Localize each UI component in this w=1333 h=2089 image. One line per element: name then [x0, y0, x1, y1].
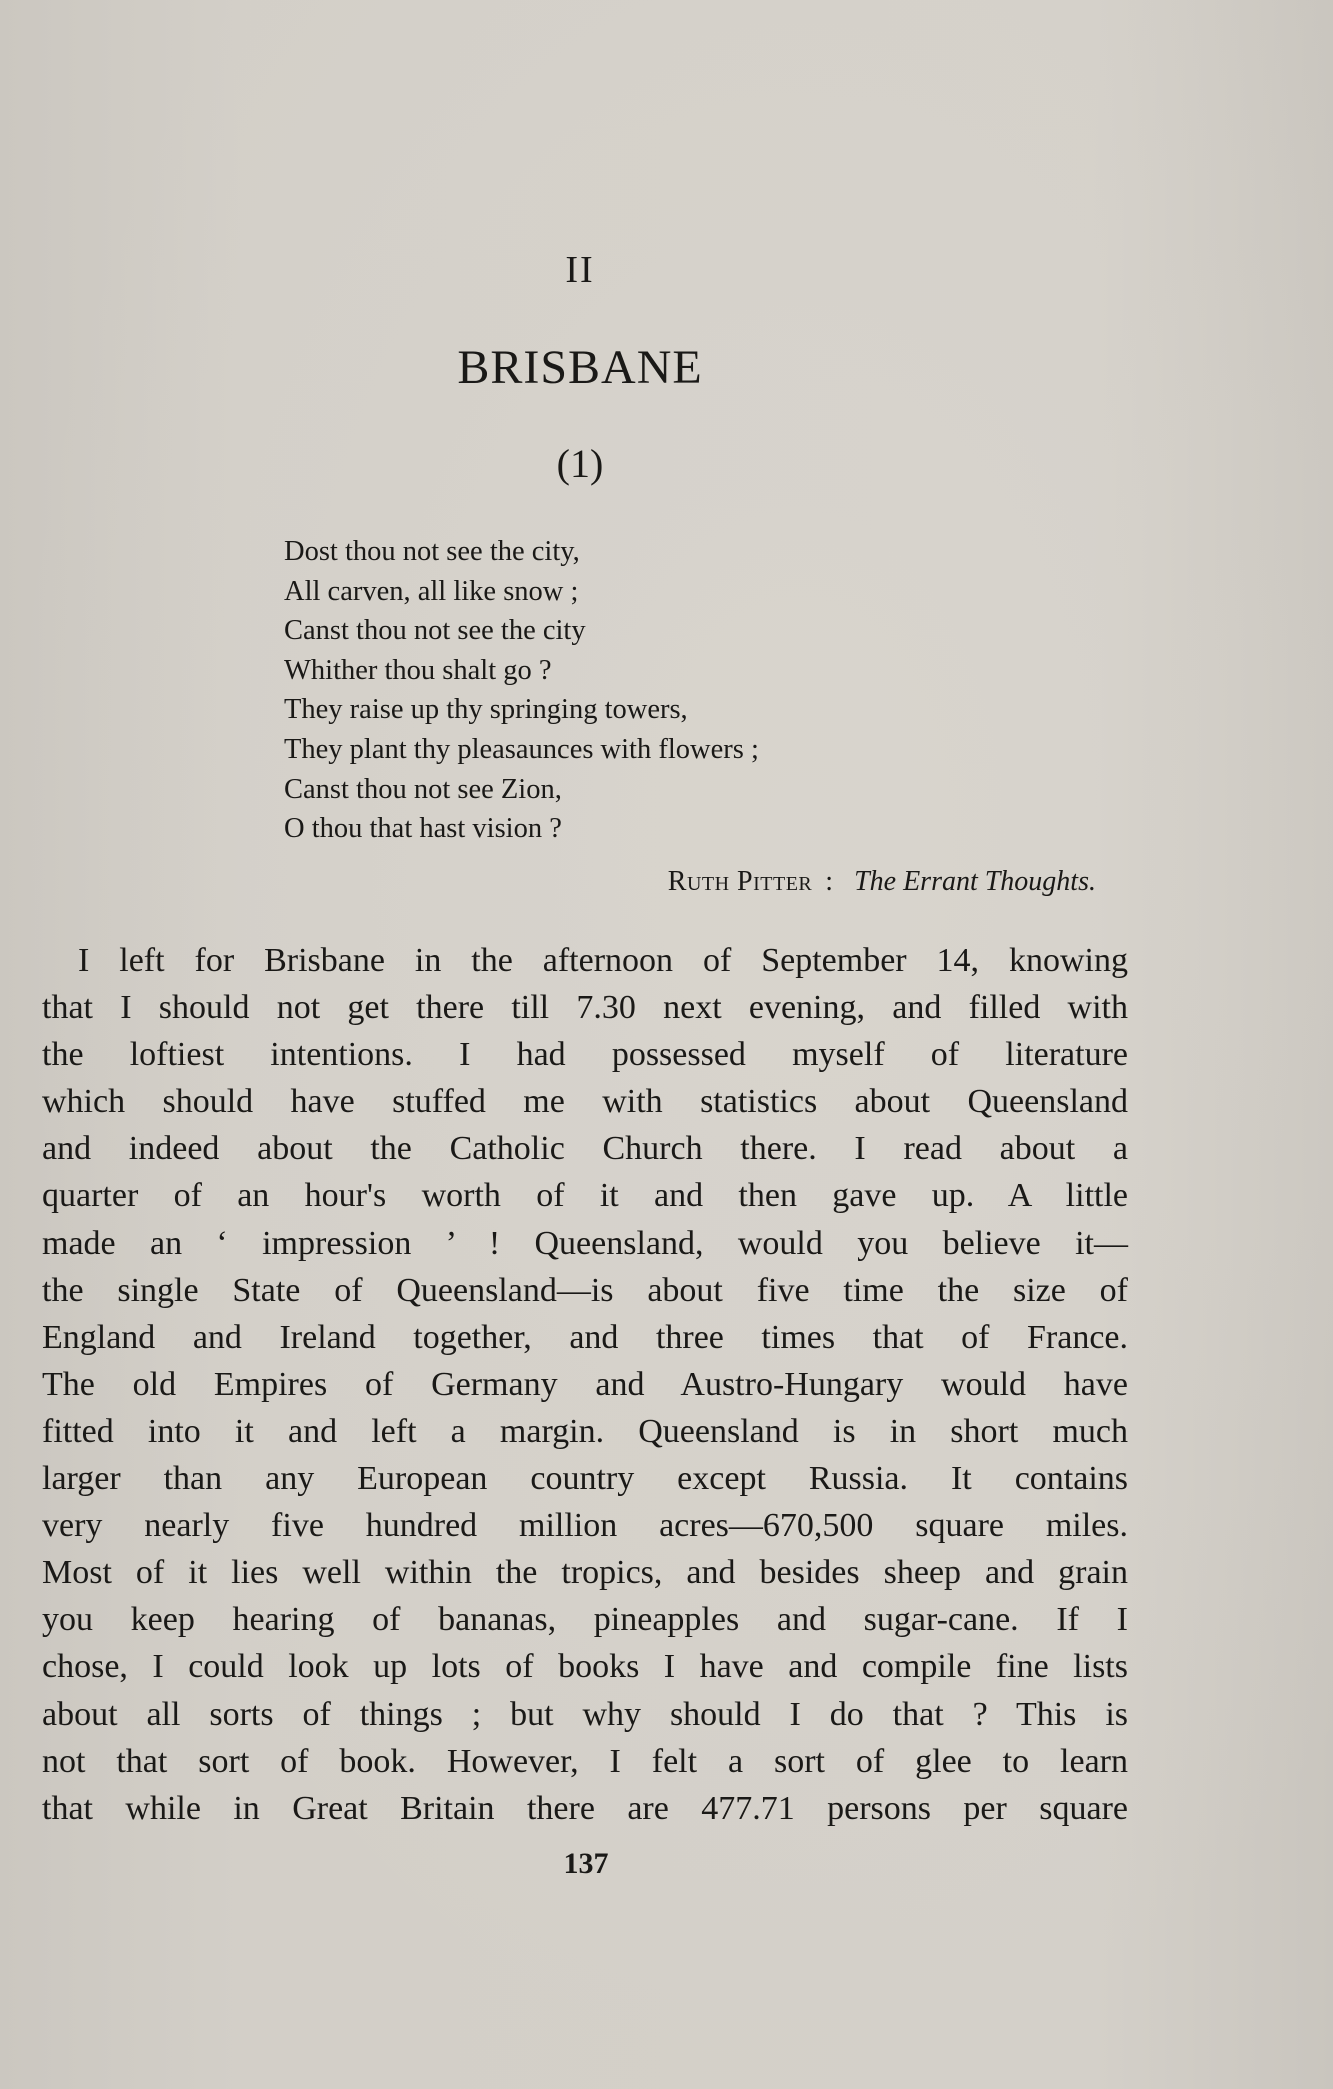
- body-line: about all sorts of things ; but why should I do that ? This is: [42, 1695, 1128, 1733]
- chapter-number: II: [565, 249, 595, 291]
- poem-line: O thou that hast vision ?: [284, 813, 562, 845]
- poem-line: They plant thy pleasaunces with flowers ;: [284, 733, 759, 765]
- epigraph-poem: [284, 532, 759, 849]
- body-line: made an ‘ impression ’ ! Queensland, would you believe it—: [42, 1224, 1128, 1262]
- body-paragraph: [42, 937, 1128, 1832]
- body-line: that I should not get there till 7.30 next evening, and filled with: [42, 989, 1128, 1027]
- attribution-author: Ruth Pitter: [667, 866, 813, 897]
- poem-line: Canst thou not see Zion,: [284, 773, 562, 805]
- poem-line: Whither thou shalt go ?: [284, 654, 552, 686]
- attribution-work: The Errant Thoughts.: [854, 866, 1096, 897]
- body-line: fitted into it and left a margin. Queensland is in short much: [42, 1412, 1128, 1450]
- body-line: which should have stuffed me with statistics about Queensland: [42, 1083, 1128, 1121]
- body-line: quarter of an hour's worth of it and then gave up. A little: [42, 1177, 1128, 1215]
- epigraph-attribution: [668, 866, 1096, 898]
- body-line: the loftiest intentions. I had possessed myself of literature: [42, 1036, 1128, 1074]
- body-line: I left for Brisbane in the afternoon of September 14, knowing: [78, 942, 1128, 979]
- body-line: Most of it lies well within the tropics, and besides sheep and grain: [42, 1554, 1128, 1592]
- body-line: the single State of Queensland—is about five time the size of: [42, 1271, 1128, 1309]
- attribution-separator: :: [825, 866, 834, 897]
- chapter-title: BRISBANE: [457, 341, 703, 394]
- body-line: and indeed about the Catholic Church there. I read about a: [42, 1130, 1128, 1168]
- poem-line: All carven, all like snow ;: [284, 575, 579, 607]
- body-line: larger than any European country except Russia. It contains: [42, 1460, 1128, 1498]
- section-number: (1): [556, 441, 604, 486]
- body-line: The old Empires of Germany and Austro-Hungary would have: [42, 1365, 1128, 1403]
- body-line: not that sort of book. However, I felt a sort of glee to learn: [42, 1742, 1128, 1780]
- body-line: very nearly five hundred million acres—670,500 square miles.: [42, 1507, 1128, 1545]
- page-number: 137: [563, 1847, 609, 1880]
- body-line: that while in Great Britain there are 477.71 persons per square: [42, 1789, 1128, 1827]
- body-line: England and Ireland together, and three times that of France.: [42, 1318, 1128, 1356]
- poem-line: Dost thou not see the city,: [284, 536, 580, 567]
- poem-line: Canst thou not see the city: [284, 615, 586, 647]
- poem-line: They raise up thy springing towers,: [284, 694, 688, 726]
- body-line: you keep hearing of bananas, pineapples and sugar-cane. If I: [42, 1601, 1128, 1639]
- body-line: chose, I could look up lots of books I have and compile fine lists: [42, 1648, 1128, 1686]
